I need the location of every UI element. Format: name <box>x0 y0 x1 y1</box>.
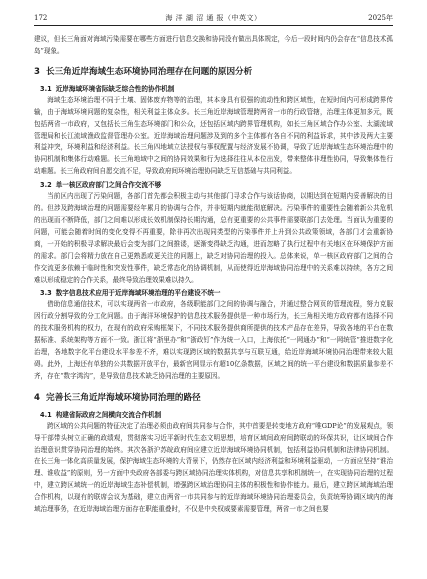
subsection-title: 数字信息技术应用于近岸海域环境治理的平台建设不统一 <box>55 289 221 298</box>
article-body <box>34 34 393 516</box>
section-3-heading <box>34 65 393 79</box>
subsection-3-3-heading <box>40 287 393 299</box>
subsection-4-1-heading <box>40 409 393 421</box>
header-rule <box>34 25 393 26</box>
subsection-number: 4.1 <box>40 410 52 419</box>
subsection-number: 3.1 <box>40 84 52 93</box>
paragraph-3-1: 海域生态环境治理不同于土壤、固体废弃物等的治理，其本身具有很强的流动性和跨区域性，在短时间内可形成跨界传输，由于海域环境问题的复杂性，相关利益主体众多。长三角近岸海域管理跨两省一市的行政管辖，治理主体更加多元，既包括两省一市政府，又包括长三角生态环境部门和公众，还包括区域内跨界管理机构，如长三角区域合作办公室、太湖流域管理局和长江流域渔政监督管理办公室。近岸海域治理问题涉及到的多个主体都有各自不同的利益诉求，其中涉及两大主要利益冲突，环境利益和经济利益。长三角四地域立法授权与事权配置与经济发展不协调，导致了近岸海域生态环境治理中的协同机制和集体行动难题。长三角地域中之间的协同效果和行为选择往往从本位出发，带来整体非理性协同，导致集体性行动难题。长三角政府间自愿交流不足，导致政府间环境治理协同缺乏互信基础与共同利益。 <box>34 95 393 176</box>
subsection-3-2-heading <box>40 179 393 191</box>
subsection-number: 3.3 <box>40 289 52 298</box>
paragraph-3-3: 借助信息通信技术，可以实现两省一市政府，各级职能部门之间的协调与融合，并通过整合网页的管理流程，努力克服因行政分割导致的分工化问题。由于海洋环境保护的信息技术服务提供是一种市场行为，长三角相关地方政府都有选择不同的技术服务机构的权力，在现有的政府采购框架下，不同技术服务提供商所提供的技术产品存在差异，导致各地的平台在数据标准、系统架构等方面不一致。浙江将“浙里办”和“浙政钉”作为统一入口，上海依托“一网通办”和“一网统管”推进数字化治理，各地数字化平台建设水平参差不齐，难以实现跨区域的数据共享与互联互通，给近岸海域环境协同治理带来较大阻碍。此外，上海还有单独的公共数据开放平台，最新官网显示有超10亿条数据，区域之间的统一平台建设和数据质量参差不齐，存在“数字鸿沟”，是导致信息技术缺乏协同治理的主要原因。 <box>34 300 393 380</box>
subsection-number: 3.2 <box>40 181 52 190</box>
section-4-heading <box>34 391 393 405</box>
paragraph-4-1: 跨区域的公共问题的特征决定了治理必须由政府间共同参与合作，其中首要是转变地方政府“唯GDP论”的发展观点，领导干部带头树立正确的政绩观，贯彻落实习近平新时代生态文明思想，培育区域间政府间跨联动的环保共识，让区域间合作治理意识贯穿协同治理的始终。其次各浙沪苏皖政府间应建立近岸海域环境协同机制，包括利益协同机制和法律协同机制。在长三角一体化高质量发展，保护海域生态环境的大背景下，仍然存在区域内经济利益和环境利益驱动，一方面应坚持“谁治理、谁收益”的原则，另一方面中央政府各部委与跨区域协同治理实体机构，对信息共享和机制统一，在实现协同治理的过程中，建立跨区域统一的近岸海域生态补偿机制，增强跨区域治理协同主体的积极性和协作能力。最后，建立跨区域海域治理合作机构，以现有的联席会议为基础，建立由两省一市共同参与的近岸海域环境协同治理委员会，负责统筹协调区域内的海域治理事务，在近岸海域治理方面存在职能重叠时，不仅是中央权威要素需要管理，两省一市之间也要 <box>34 421 393 514</box>
section-number: 3 <box>34 66 40 77</box>
running-header <box>34 12 393 24</box>
page-number: 172 <box>34 14 48 22</box>
section-number: 4 <box>34 392 40 403</box>
publication-year: 2025年 <box>368 14 393 22</box>
section-title: 长三角近岸海域生态环境协同治理存在问题的原因分析 <box>45 66 253 77</box>
subsection-title: 近岸海域环境省际缺乏综合性的协作机制 <box>55 84 175 93</box>
subsection-3-1-heading <box>40 83 393 95</box>
subsection-title: 单一核区政府部门之间合作交流不够 <box>55 181 162 190</box>
subsection-title: 构建省际政府之间横向交流合作机制 <box>55 410 162 419</box>
journal-title: 海 洋 湖 沼 通 报（中英文） <box>165 14 262 22</box>
section-title: 完善长三角近岸海域环境协同治理的路径 <box>45 392 201 403</box>
paragraph-3-2: 当前区内出现了污染问题，各部门首先都会积极主动与其他部门寻求合作与该话协商，以期达到在短期内妥善解决的目的。但涉及跨海域治理的问题需要经年累月的协调与合作，并非短期内就能彻底解决。污染事件的重要性会随着新公共危机的出现而不断降低，部门之间难以形成长效机制保持长期沟通，总有更重要的公共事件需要联部门去处理。当面认为重要的问题，可能会随着时间的变化变得不再重要，除非再次出现同类型的污染事件并上升到公共政策领域，各部门才会重新协商，一开始的积极寻求解决最后会变为部门之间推诿，逐渐变得缺乏沟通，进而忽略了执行过程中有关地区在环境保护方面的需求。部门会将精力放在自己更熟悉或更关注的问题上，缺乏对协同治理的投入。总体来说，单一核区政府部门之间的合作交流更多依赖于临时性和突发性事件，缺乏常态化的协调机制，从而使得近岸海域协同治理中的关系难以持续，各方之间难以形成稳定的合作关系，最终导致治理效果难以持久。 <box>34 192 393 284</box>
intro-paragraph: 建议，但长三角面对海域污染需要在哪些方面进行信息交换和协同没有做出具体规定，今后一段时间内仍会存在“信息技术孤岛”现象。 <box>34 35 393 55</box>
